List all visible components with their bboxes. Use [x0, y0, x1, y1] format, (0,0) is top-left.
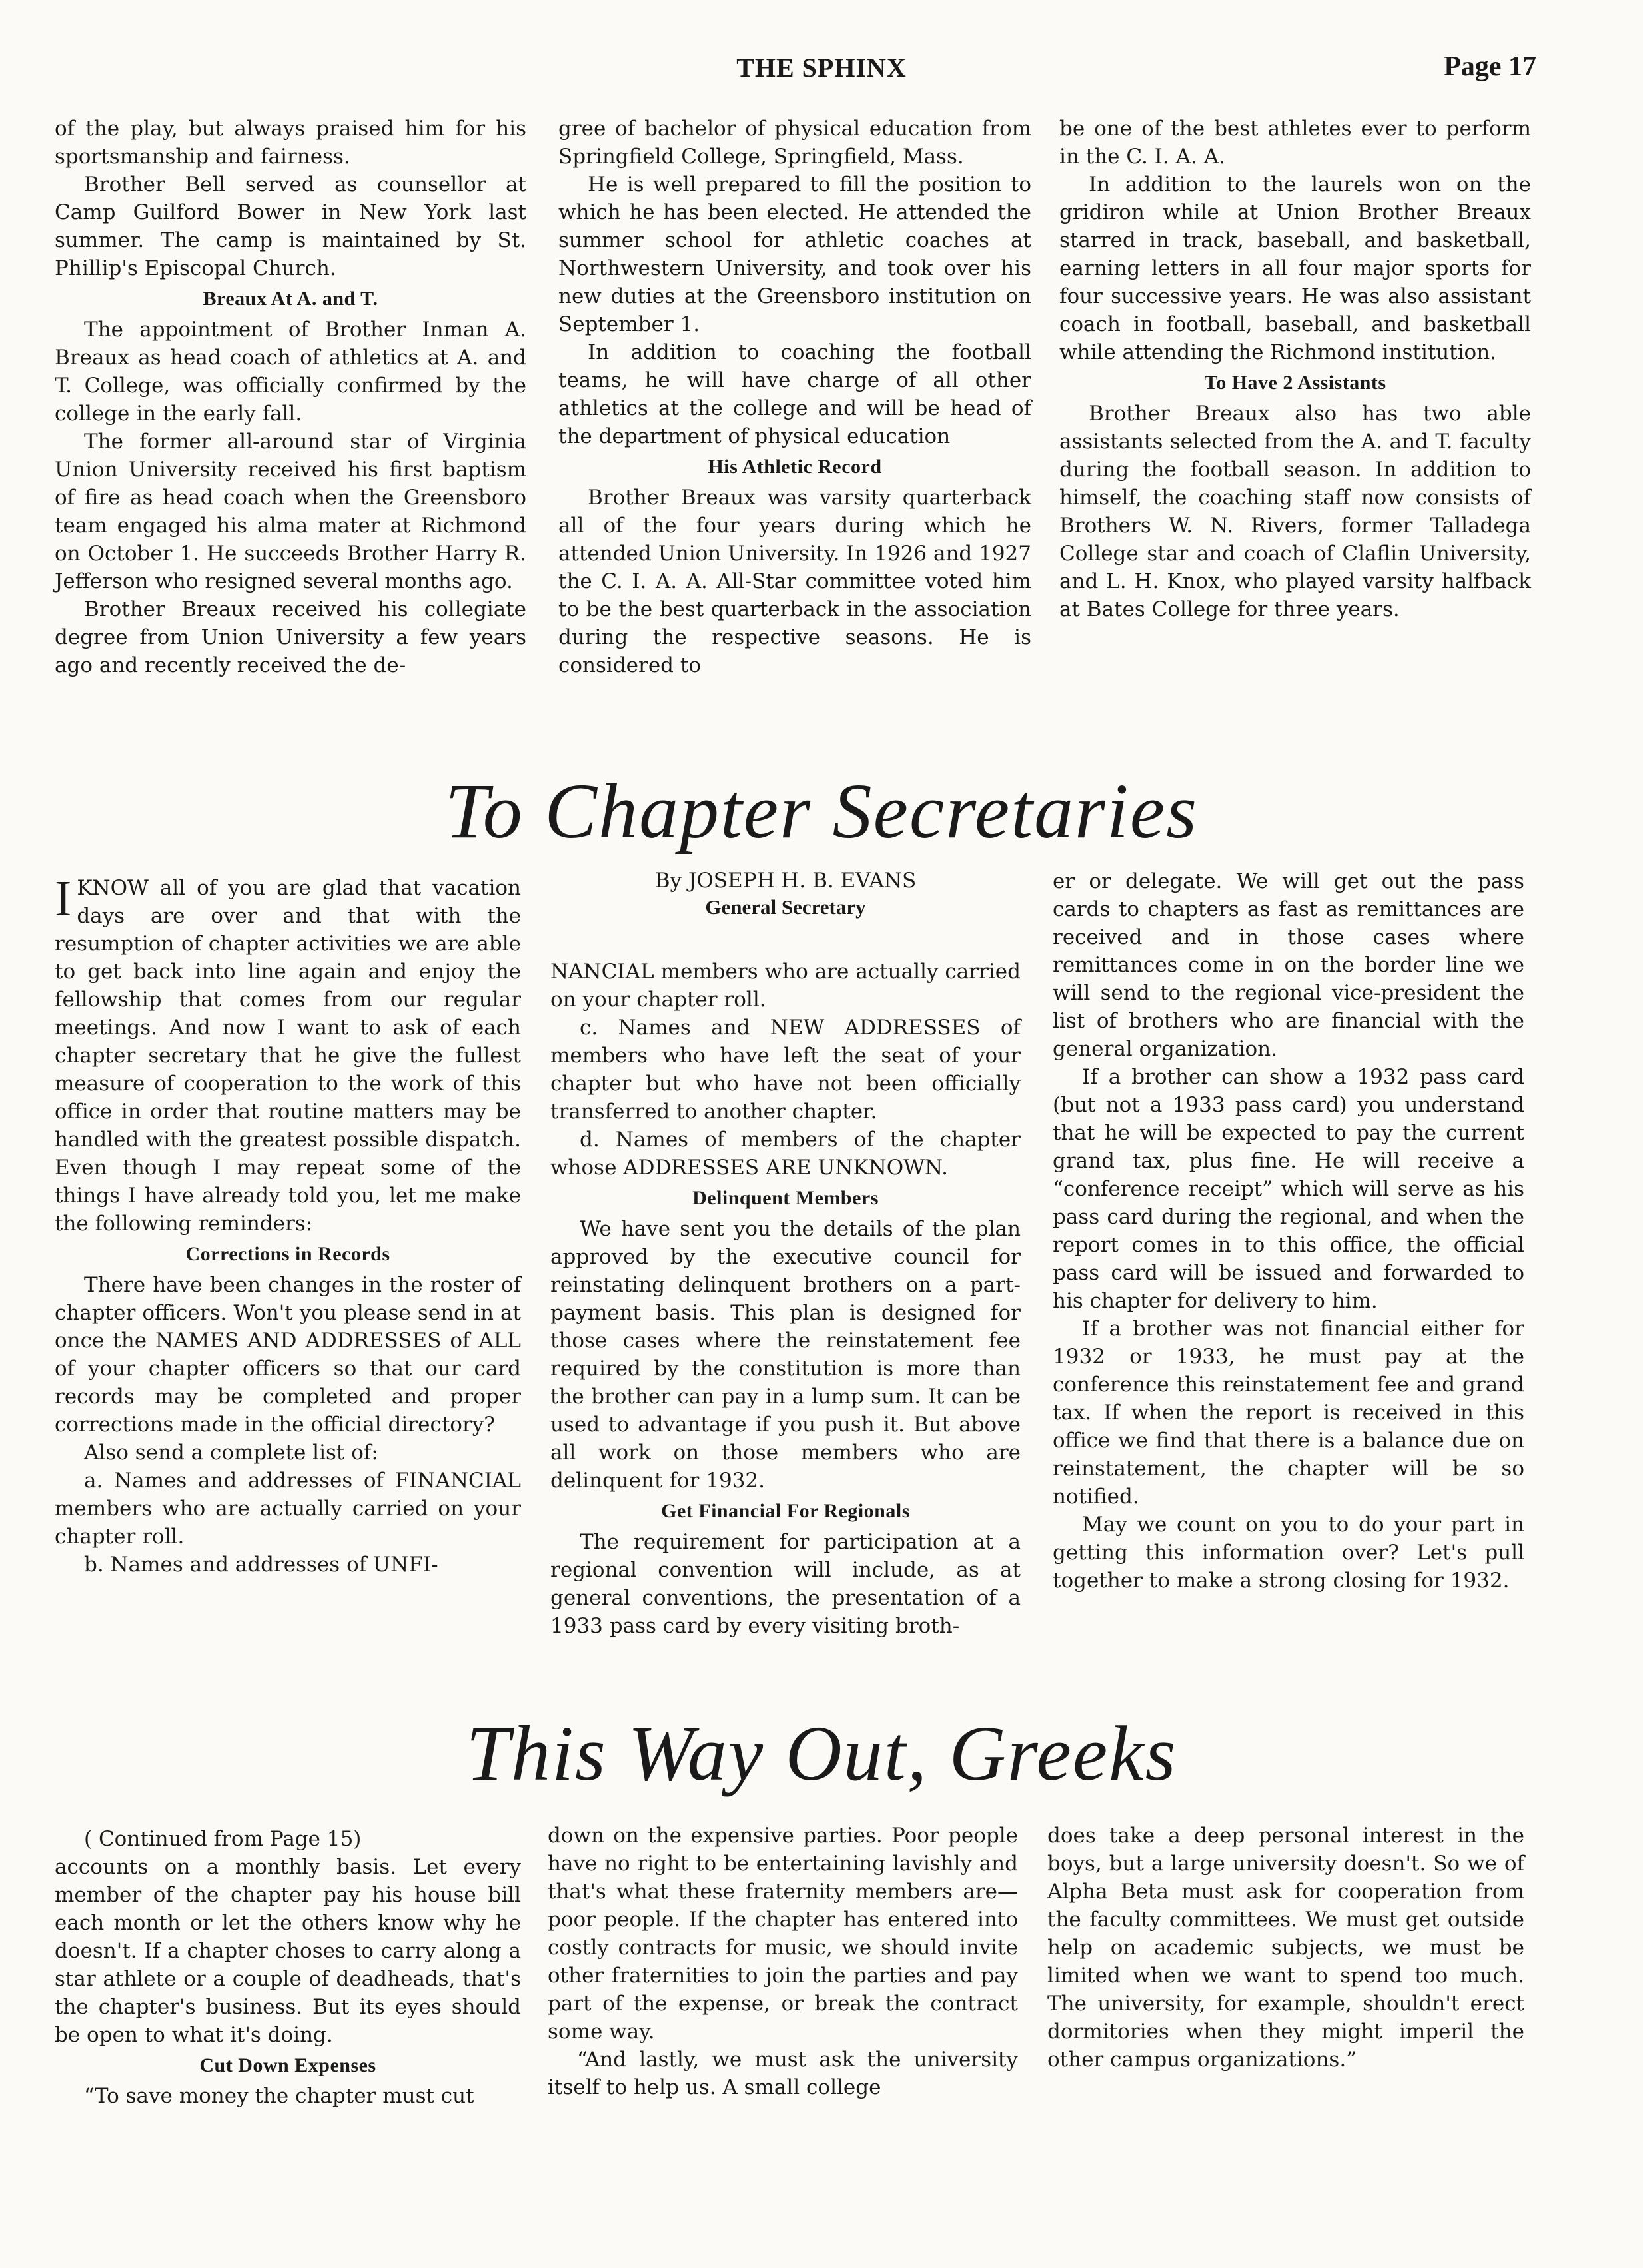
- greeks-headline: This Way Out, Greeks: [466, 1710, 1177, 1797]
- paragraph: ( Continued from Page 15): [84, 1827, 362, 1851]
- paragraph: The appointment of Brother Inman A. Breaux as head coach of athletics at A. and T. College, was officially confirmed by the college in the early fall.: [55, 318, 526, 426]
- paragraph: “And lastly, we must ask the university itself to help us. A small college: [548, 2048, 1018, 2099]
- paragraph: accounts on a monthly basis. Let every member of the chapter pay his house bill each month or let the others know why he doesn't. If a chapter choses to carry along a star athlete or a couple of deadheads, that's the chapter's business. But its eyes should be open to what it's doing.: [55, 1855, 521, 2047]
- page-number: Page 17: [1444, 51, 1536, 82]
- paragraph: down on the expensive parties. Poor people have no right to be entertaining lavishly and that's what these fraternity members are—poor people. If the chapter has entered into costly contracts for music, we should invite other fraternities to join the parties and pay part of the expense, or break the contract some way.: [548, 1824, 1018, 2044]
- paragraph: We have sent you the details of the plan approved by the executive council for reinstating delinquent brothers on a part-payment basis. This plan is designed for those cases where the reinstatement fee required by the constitution is more than the brother can pay in a lump sum. It can be used to advantage if you push it. But above all work on those members who are delinquent for 1932.: [550, 1217, 1021, 1493]
- section-subhead: To Have 2 Assistants: [1204, 372, 1386, 394]
- byline-author: By JOSEPH H. B. EVANS: [654, 869, 917, 893]
- paragraph: May we count on you to do your part in getting this information over? Let's pull together to make a strong closing for 1932.: [1053, 1513, 1524, 1593]
- paragraph: does take a deep personal interest in the boys, but a large university doesn't. So we of Alpha Beta must ask for cooperation from the faculty committees. We must get outside help on academic subjects, we must be limited when we want to spend too much. The university, for example, shouldn't erect dormitories when they might imperil the other campus organizations.”: [1047, 1824, 1524, 2072]
- paragraph: er or delegate. We will get out the pass cards to chapters as fast as remittances are received and in those cases where remittances come in on the border line we will send to the regional vice-president the list of brothers who are financial with the general organization.: [1053, 869, 1524, 1061]
- section-subhead: Delinquent Members: [692, 1187, 879, 1209]
- secretaries-headline: To Chapter Secretaries: [444, 767, 1199, 855]
- paragraph: Brother Bell served as counsellor at Camp Guilford Bower in New York last summer. The camp is maintained by St. Phillip's Episcopal Church.: [55, 173, 526, 280]
- section-subhead: Cut Down Expenses: [199, 2054, 376, 2076]
- paragraph: If a brother can show a 1932 pass card (but not a 1933 pass card) you understand that he will be expected to pay the current grand tax, plus fine. He will receive a “conference receipt” which will serve as his pass card during the regional, and when the report comes in to this office, the official pass card will be issued and forwarded to his chapter for delivery to him.: [1053, 1065, 1524, 1313]
- paragraph: b. Names and addresses of UNFI-: [84, 1553, 438, 1577]
- masthead-title: THE SPHINX: [736, 53, 907, 83]
- byline: [550, 867, 1021, 921]
- paragraph: The requirement for participation at a regional convention will include, as at general conventions, the presentation of a 1933 pass card by every visiting broth-: [550, 1530, 1021, 1638]
- paragraph: If a brother was not financial either for 1932 or 1933, he must pay at the conference this reinstatement fee and grand tax. If when the report is received in this office we find that there is a balance due on reinstatement, the chapter will be so notified.: [1053, 1317, 1524, 1509]
- section-subhead: His Athletic Record: [708, 456, 882, 478]
- section-subhead: Get Financial For Regionals: [661, 1500, 910, 1522]
- paragraph: d. Names of members of the chapter whose ADDRESSES ARE UNKNOWN.: [550, 1128, 1021, 1180]
- paragraph: There have been changes in the roster of chapter officers. Won't you please send in at once the NAMES AND ADDRESSES of ALL of your chapter officers so that our card records may be completed and proper corrections made in the official directory?: [55, 1273, 521, 1437]
- paragraph: KNOW all of you are glad that vacation days are over and that with the resumption of chapter activities we are able to get back into line again and enjoy the fellowship that comes from our regular meetings. And now I want to ask of each chapter secretary that he give the fullest measure of cooperation to the work of this office in order that routine matters may be handled with the greatest possible dispatch. Even though I may repeat some of the things I have already told you, let me make the following reminders:: [55, 876, 521, 1236]
- paragraph: He is well prepared to fill the position to which he has been elected. He attended the summer school for athletic coaches at Northwestern University, and took over his new duties at the Greensboro institution on September 1.: [558, 173, 1031, 336]
- paragraph: NANCIAL members who are actually carried on your chapter roll.: [550, 960, 1021, 1012]
- secretaries-column-2: [550, 867, 1021, 1640]
- top-column-2: [558, 115, 1031, 679]
- paragraph: Also send a complete list of:: [84, 1441, 378, 1465]
- secretaries-column-3: [1053, 867, 1524, 1595]
- secretaries-column-1: [55, 871, 521, 1579]
- paragraph: Brother Breaux also has two able assistants selected from the A. and T. faculty during the football season. In addition to himself, the coaching staff now consists of Brothers W. N. Rivers, former Talladega College star and coach of Claflin University, and L. H. Knox, who played varsity halfback at Bates College for three years.: [1059, 402, 1531, 621]
- paragraph: of the play, but always praised him for his sportsmanship and fairness.: [55, 117, 526, 169]
- paragraph: Brother Breaux received his collegiate degree from Union University a few years ago and recently received the de-: [55, 597, 526, 677]
- drop-cap: I: [55, 871, 72, 927]
- paragraph: The former all-around star of Virginia Union University received his first baptism of fire as head coach when the Greensboro team engaged his alma mater at Richmond on October 1. He succeeds Brother Harry R. Jefferson who resigned several months ago.: [55, 430, 526, 593]
- paragraph: a. Names and addresses of FINANCIAL members who are actually carried on your chapter roll.: [55, 1469, 521, 1549]
- paragraph: gree of bachelor of physical education from Springfield College, Springfield, Mass.: [558, 117, 1031, 169]
- byline-role: General Secretary: [705, 895, 866, 919]
- paragraph: In addition to coaching the football teams, he will have charge of all other athletics at the college and will be head of the department of physical education: [558, 340, 1031, 448]
- top-column-3: [1059, 115, 1531, 623]
- top-column-1: [55, 115, 526, 679]
- section-subhead: Corrections in Records: [185, 1243, 390, 1265]
- paragraph: be one of the best athletes ever to perform in the C. I. A. A.: [1059, 117, 1531, 169]
- paragraph: “To save money the chapter must cut: [84, 2084, 474, 2108]
- greeks-column-3: [1047, 1822, 1524, 2074]
- greeks-column-1: [55, 1825, 521, 2110]
- greeks-column-2: [548, 1822, 1018, 2101]
- paragraph: c. Names and NEW ADDRESSES of members who have left the seat of your chapter but who have not been officially transferred to another chapter.: [550, 1016, 1021, 1124]
- paragraph: Brother Breaux was varsity quarterback all of the four years during which he attended Union University. In 1926 and 1927 the C. I. A. A. All-Star committee voted him to be the best quarterback in the association during the respective seasons. He is considered to: [558, 486, 1032, 677]
- paragraph: In addition to the laurels won on the gridiron while at Union Brother Breaux starred in track, baseball, and basketball, earning letters in all four major sports for four successive years. He was also assistant coach in football, baseball, and basketball while attending the Richmond institution.: [1059, 173, 1531, 364]
- section-subhead: Breaux At A. and T.: [203, 288, 378, 310]
